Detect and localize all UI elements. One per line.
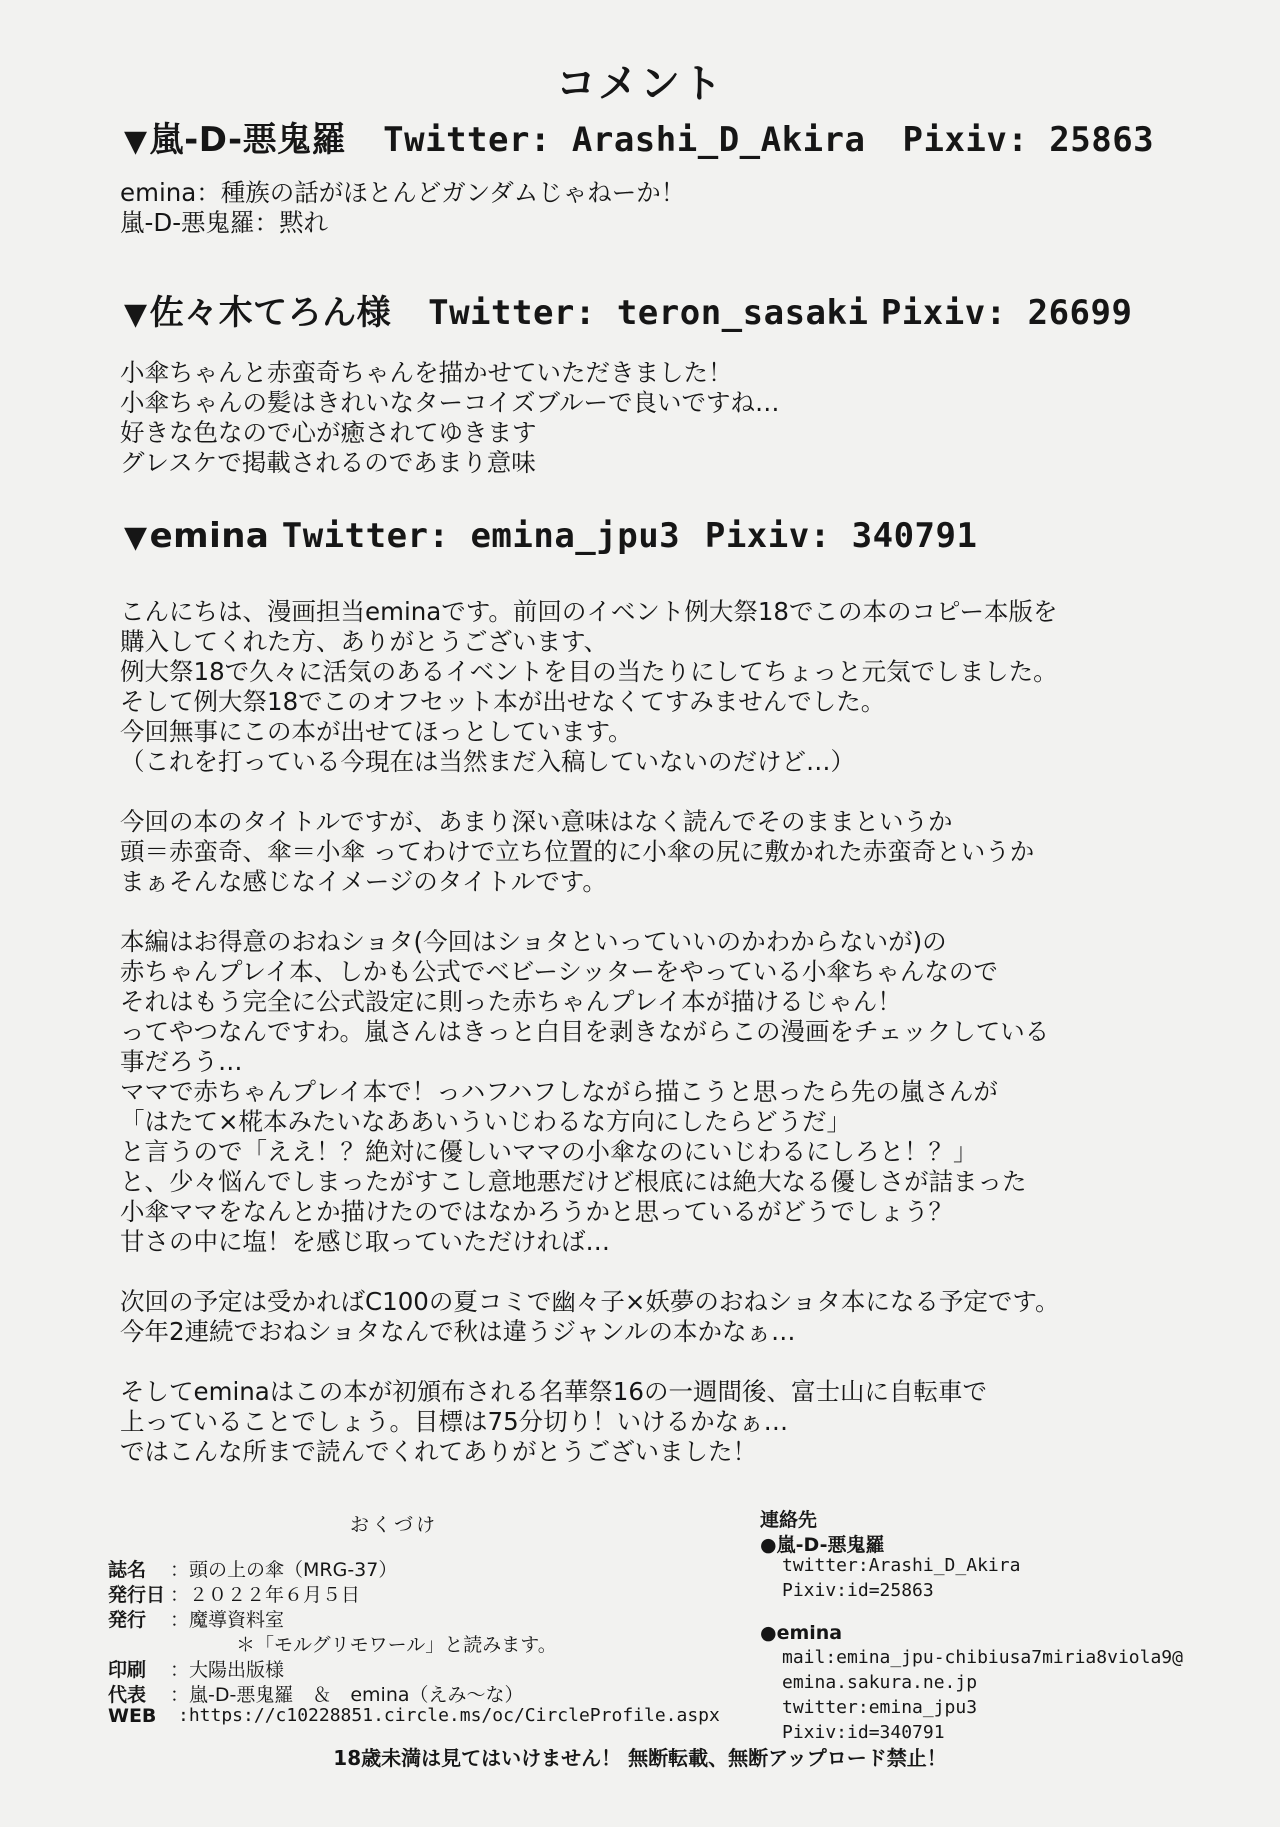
section-twitter: Twitter: teron_sasaki bbox=[428, 293, 869, 333]
colophon-key: 発行日 bbox=[108, 1584, 166, 1606]
section-author-name: emina bbox=[149, 516, 270, 556]
section-pixiv: Pixiv: 25863 bbox=[902, 120, 1155, 160]
blank-line bbox=[120, 1257, 1059, 1287]
text-line: 事だろう… bbox=[120, 1047, 243, 1076]
contact-twitter-emina[interactable]: twitter:emina_jpu3 bbox=[782, 1697, 978, 1718]
text-line: こんにちは、漫画担当eminaです。前回のイベント例大祭18でこの本のコピー本版を bbox=[120, 597, 1058, 626]
contact-pixiv-emina[interactable]: Pixiv:id=340791 bbox=[782, 1722, 945, 1743]
text-line: そしてeminaはこの本が初頒布される名華祭16の一週間後、富士山に自転車で bbox=[120, 1377, 987, 1406]
colophon-key: 誌名 bbox=[108, 1559, 147, 1581]
colophon-key: WEB bbox=[108, 1705, 157, 1727]
text-line: それはもう完全に公式設定に則った赤ちゃんプレイ本が描けるじゃん！ bbox=[120, 987, 902, 1016]
text-line: 「はたて×椛本みたいなああいういじわるな方向にしたらどうだ」 bbox=[120, 1107, 852, 1136]
colophon-key: 発行 bbox=[108, 1609, 147, 1631]
text-line: 今回無事にこの本が出せてほっとしています。 bbox=[120, 717, 633, 746]
text-line: ではこんな所まで読んでくれてありがとうございました！ bbox=[120, 1437, 757, 1466]
text-line: 上っていることでしょう。目標は75分切り！いけるかなぁ… bbox=[120, 1407, 789, 1436]
text-line: 本編はお得意のおねショタ(今回はショタといっていいのかわからないが)の bbox=[120, 927, 947, 956]
contact-name-arashi: ●嵐-D-悪鬼羅 bbox=[760, 1534, 885, 1556]
colophon-value: ：頭の上の傘（MRG-37） bbox=[170, 1559, 398, 1581]
blank-line bbox=[120, 777, 1059, 807]
section-body-teron bbox=[120, 358, 780, 478]
text-line: 例大祭18で久々に活気のあるイベントを目の当たりにしてちょっと元気でしました。 bbox=[120, 657, 1058, 686]
text-line: 赤ちゃんプレイ本、しかも公式でベビーシッターをやっている小傘ちゃんなので bbox=[120, 957, 998, 986]
triangle-down-icon: ▼ bbox=[124, 520, 148, 555]
text-line: ってやつなんですわ。嵐さんはきっと白目を剥きながらこの漫画をチェックしている bbox=[120, 1017, 1050, 1046]
text-line: と、少々悩んでしまったがすこし意地悪だけど根底には絶大なる優しさが詰まった bbox=[120, 1167, 1027, 1196]
section-header-teron bbox=[124, 285, 1132, 334]
colophon-key: 代表 bbox=[108, 1684, 147, 1706]
text-line: と言うので「ええ！？絶対に優しいママの小傘なのにいじわるにしろと！？」 bbox=[120, 1137, 978, 1166]
text-line: 嵐-D-悪鬼羅：黙れ bbox=[120, 208, 329, 237]
triangle-down-icon: ▼ bbox=[124, 124, 148, 159]
section-body-emina bbox=[120, 597, 1059, 1467]
colophon-value: ＊「モルグリモワール」と読みます。 bbox=[236, 1634, 557, 1656]
blank-line bbox=[120, 897, 1059, 927]
text-line: 甘さの中に塩！を感じ取っていただければ… bbox=[120, 1227, 610, 1256]
text-line: 購入してくれた方、ありがとうございます、 bbox=[120, 627, 609, 656]
section-author-name: 佐々木てろん様 bbox=[149, 293, 392, 333]
section-twitter: Twitter: Arashi_D_Akira bbox=[383, 120, 866, 160]
colophon-value: ：２０２２年６月５日 bbox=[170, 1584, 361, 1606]
text-line: 今年2連続でおねショタなんで秋は違うジャンルの本かなぁ… bbox=[120, 1317, 796, 1346]
contact-pixiv-arashi[interactable]: Pixiv:id=25863 bbox=[782, 1580, 934, 1601]
section-header-arashi bbox=[124, 112, 1154, 161]
section-pixiv: Pixiv: 340791 bbox=[704, 516, 978, 556]
text-line: 小傘ちゃんと赤蛮奇ちゃんを描かせていただきました！ bbox=[120, 358, 733, 387]
section-twitter: Twitter: emina_jpu3 bbox=[281, 516, 681, 556]
colophon-key: 印刷 bbox=[108, 1659, 147, 1681]
page-title: コメント bbox=[556, 61, 724, 107]
contact-mail-domain: emina.sakura.ne.jp bbox=[782, 1672, 978, 1693]
text-line: 今回の本のタイトルですが、あまり深い意味はなく読んでそのままというか bbox=[120, 807, 953, 836]
age-warning-footer: 18歳未満は見てはいけません！ 無断転載、無断アップロード禁止！ bbox=[333, 1746, 947, 1770]
contact-twitter-arashi[interactable]: twitter:Arashi_D_Akira bbox=[782, 1555, 1021, 1576]
text-line: ママで赤ちゃんプレイ本で！っハフハフしながら描こうと思ったら先の嵐さんが bbox=[120, 1077, 998, 1106]
contact-name-emina: ●emina bbox=[760, 1622, 843, 1644]
colophon-title: おくづけ bbox=[350, 1514, 439, 1536]
text-line: （これを打っている今現在は当然まだ入稿していないのだけど…） bbox=[120, 747, 855, 776]
text-line: emina：種族の話がほとんどガンダムじゃねーか！ bbox=[120, 178, 686, 207]
contact-mail-emina[interactable]: mail:emina_jpu-chibiusa7miria8viola9@ bbox=[782, 1647, 1183, 1668]
text-line: 好きな色なので心が癒されてゆきます bbox=[120, 418, 537, 447]
section-body-arashi bbox=[120, 178, 685, 238]
section-author-name: 嵐-D-悪鬼羅 bbox=[149, 120, 347, 160]
text-line: 小傘ママをなんとか描けたのではなかろうかと思っているがどうでしょう？ bbox=[120, 1197, 953, 1226]
blank-line bbox=[120, 1347, 1059, 1377]
colophon-value: ：魔導資料室 bbox=[170, 1609, 285, 1631]
colophon-value: ：大陽出版様 bbox=[170, 1659, 285, 1681]
colophon-web-link[interactable]: :https://c10228851.circle.ms/oc/CircleProfile.aspx bbox=[178, 1705, 720, 1726]
colophon-value: ：嵐-D-悪鬼羅 ＆ emina（えみ～な） bbox=[170, 1684, 524, 1706]
text-line: グレスケで掲載されるのであまり意味 bbox=[120, 448, 536, 477]
text-line: 小傘ちゃんの髪はきれいなターコイズブルーで良いですね… bbox=[120, 388, 780, 417]
section-header-emina bbox=[124, 516, 977, 556]
text-line: まぁそんな感じなイメージのタイトルです。 bbox=[120, 867, 607, 896]
contact-title: 連絡先 bbox=[760, 1509, 818, 1531]
triangle-down-icon: ▼ bbox=[124, 297, 148, 332]
text-line: そして例大祭18でこのオフセット本が出せなくてすみませんでした。 bbox=[120, 687, 886, 716]
text-line: 次回の予定は受かればC100の夏コミで幽々子×妖夢のおねショタ本になる予定です。 bbox=[120, 1287, 1060, 1316]
text-line: 頭＝赤蛮奇、傘＝小傘 ってわけで立ち位置的に小傘の尻に敷かれた赤蛮奇というか bbox=[120, 837, 1035, 866]
section-pixiv: Pixiv: 26699 bbox=[880, 293, 1133, 333]
